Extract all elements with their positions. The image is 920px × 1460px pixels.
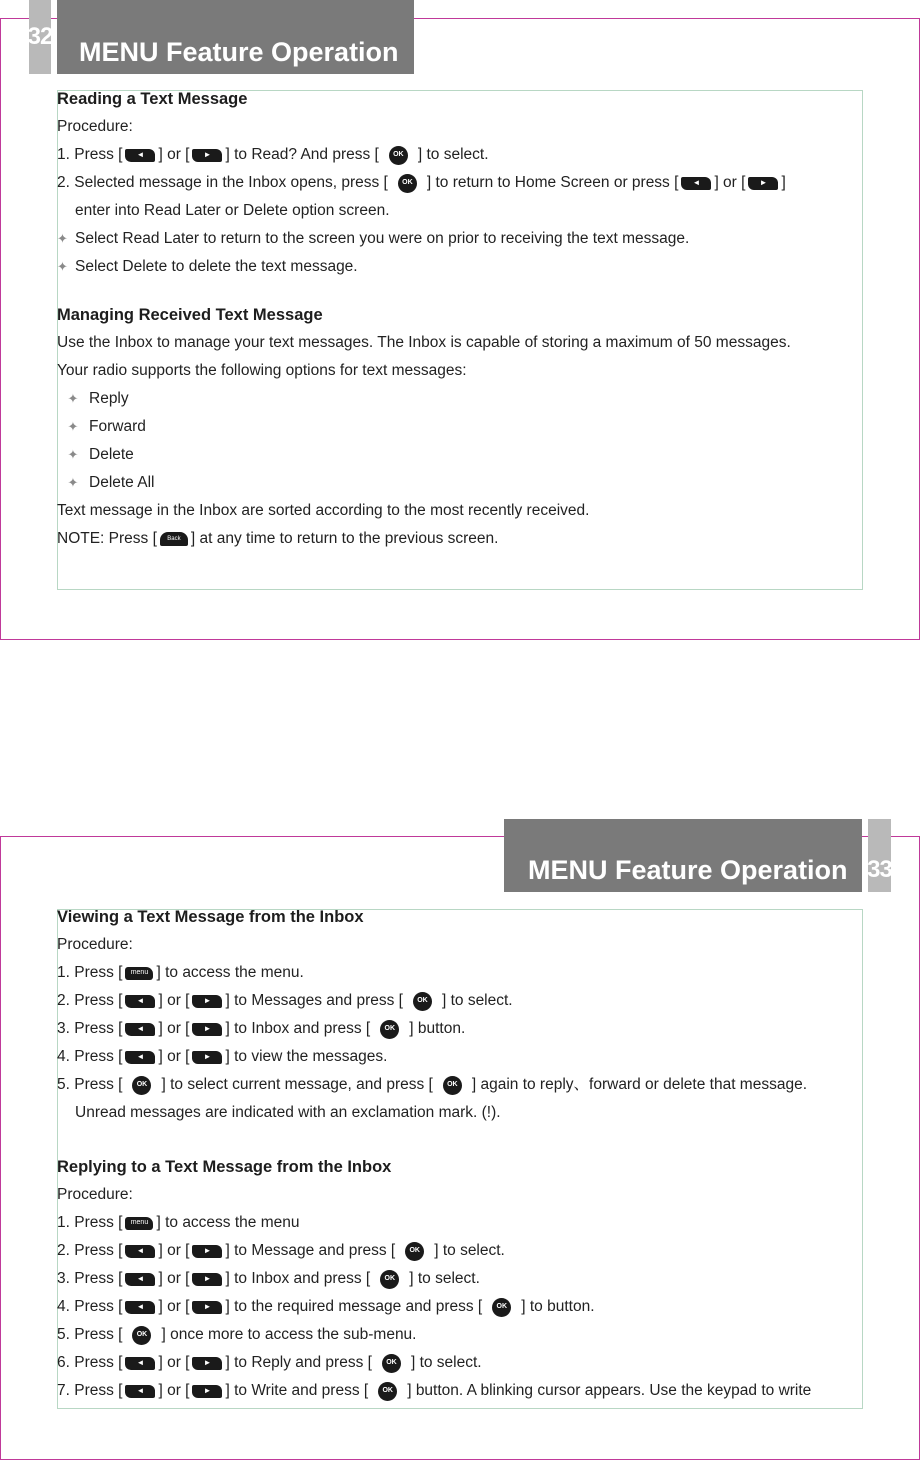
page-32-title: MENU Feature Operation [57, 0, 414, 74]
option-forward: ✦ Forward [57, 413, 146, 441]
right-arrow-key-icon: ► [192, 1245, 222, 1258]
replying-procedure: Procedure: [57, 1186, 133, 1203]
viewing-step-4: 4. Press [ ◄ ] or [ ► ] to view the messages. [57, 1048, 388, 1065]
left-arrow-key-icon: ◄ [125, 1023, 155, 1036]
viewing-procedure: Procedure: [57, 936, 133, 953]
managing-para-3: Text message in the Inbox are sorted according to the most recently received. [57, 502, 590, 519]
replying-step-3: 3. Press [ ◄ ] or [ ► ] to Inbox and press [ OK ] to select. [57, 1270, 480, 1287]
page-32-text [57, 85, 877, 565]
star-bullet-icon: ✦ [57, 259, 68, 274]
page-number-33: 33 [868, 819, 891, 892]
replying-step-1: 1. Press [ menu ] to access the menu [57, 1214, 300, 1231]
star-bullet-icon: ✦ [67, 391, 79, 406]
left-arrow-key-icon: ◄ [125, 1245, 155, 1258]
right-arrow-key-icon: ► [192, 1385, 222, 1398]
ok-key-icon: OK [132, 1326, 151, 1345]
viewing-step-5-cont: Unread messages are indicated with an exclamation mark. (!). [75, 1104, 501, 1121]
right-arrow-key-icon: ► [748, 177, 778, 190]
reading-procedure: Procedure: [57, 118, 133, 135]
viewing-step-2: 2. Press [ ◄ ] or [ ► ] to Messages and press [ OK ] to select. [57, 992, 513, 1009]
left-arrow-key-icon: ◄ [125, 149, 155, 162]
viewing-step-3: 3. Press [ ◄ ] or [ ► ] to Inbox and press [ OK ] button. [57, 1020, 466, 1037]
ok-key-icon: OK [132, 1076, 151, 1095]
right-arrow-key-icon: ► [192, 1357, 222, 1370]
back-key-icon: Back [160, 532, 188, 546]
left-arrow-key-icon: ◄ [681, 177, 711, 190]
left-arrow-key-icon: ◄ [125, 1357, 155, 1370]
ok-key-icon: OK [389, 146, 408, 165]
option-delete-all: ✦ Delete All [57, 469, 154, 497]
right-arrow-key-icon: ► [192, 149, 222, 162]
menu-key-icon: menu [125, 967, 153, 980]
right-arrow-key-icon: ► [192, 1051, 222, 1064]
reading-bullet-delete: ✦ Select Delete to delete the text message. [57, 253, 358, 281]
star-bullet-icon: ✦ [67, 447, 79, 462]
right-arrow-key-icon: ► [192, 995, 222, 1008]
menu-key-icon: menu [125, 1217, 153, 1230]
reading-bullet-read-later: ✦ Select Read Later to return to the screen you were on prior to receiving the text message. [57, 225, 689, 253]
star-bullet-icon: ✦ [57, 231, 68, 246]
left-arrow-key-icon: ◄ [125, 1273, 155, 1286]
replying-step-7: 7. Press [ ◄ ] or [ ► ] to Write and press [ OK ] button. A blinking cursor appears. Use the keypad to write [57, 1382, 812, 1399]
viewing-step-1: 1. Press [ menu ] to access the menu. [57, 964, 304, 981]
ok-key-icon: OK [413, 992, 432, 1011]
viewing-step-5: 5. Press [ OK ] to select current message, and press [ OK ] again to reply、forward or delete that message. [57, 1076, 808, 1093]
ok-key-icon: OK [398, 174, 417, 193]
replying-step-4: 4. Press [ ◄ ] or [ ► ] to the required message and press [ OK ] to button. [57, 1298, 595, 1315]
right-arrow-key-icon: ► [192, 1023, 222, 1036]
managing-para-1: Use the Inbox to manage your text messages. The Inbox is capable of storing a maximum of 50 messages. [57, 334, 791, 351]
page-number-32: 32 [29, 0, 51, 74]
ok-key-icon: OK [443, 1076, 462, 1095]
ok-key-icon: OK [378, 1382, 397, 1401]
reading-heading: Reading a Text Message [57, 90, 248, 108]
reading-step-2-cont: enter into Read Later or Delete option screen. [75, 202, 390, 219]
reading-step-2: 2. Selected message in the Inbox opens, press [ OK ] to return to Home Screen or press [ ◄ ] or [ ► ] [57, 174, 786, 191]
replying-step-2: 2. Press [ ◄ ] or [ ► ] to Message and press [ OK ] to select. [57, 1242, 505, 1259]
viewing-heading: Viewing a Text Message from the Inbox [57, 908, 364, 926]
option-reply: ✦ Reply [57, 385, 129, 413]
replying-step-5: 5. Press [ OK ] once more to access the sub-menu. [57, 1326, 417, 1343]
left-arrow-key-icon: ◄ [125, 995, 155, 1008]
replying-step-6: 6. Press [ ◄ ] or [ ► ] to Reply and press [ OK ] to select. [57, 1354, 482, 1371]
ok-key-icon: OK [405, 1242, 424, 1261]
left-arrow-key-icon: ◄ [125, 1385, 155, 1398]
left-arrow-key-icon: ◄ [125, 1301, 155, 1314]
managing-para-2: Your radio supports the following options for text messages: [57, 362, 467, 379]
star-bullet-icon: ✦ [67, 475, 79, 490]
ok-key-icon: OK [380, 1270, 399, 1289]
managing-heading: Managing Received Text Message [57, 306, 323, 324]
option-delete: ✦ Delete [57, 441, 134, 469]
reading-step-1: 1. Press [ ◄ ] or [ ► ] to Read? And press [ OK ] to select. [57, 146, 489, 163]
left-arrow-key-icon: ◄ [125, 1051, 155, 1064]
star-bullet-icon: ✦ [67, 419, 79, 434]
right-arrow-key-icon: ► [192, 1273, 222, 1286]
ok-key-icon: OK [492, 1298, 511, 1317]
ok-key-icon: OK [382, 1354, 401, 1373]
ok-key-icon: OK [380, 1020, 399, 1039]
page-33-text [57, 903, 897, 1413]
page-33-title: MENU Feature Operation [504, 819, 862, 892]
right-arrow-key-icon: ► [192, 1301, 222, 1314]
replying-heading: Replying to a Text Message from the Inbox [57, 1158, 392, 1176]
managing-note: NOTE: Press [ Back ] at any time to return to the previous screen. [57, 530, 499, 547]
